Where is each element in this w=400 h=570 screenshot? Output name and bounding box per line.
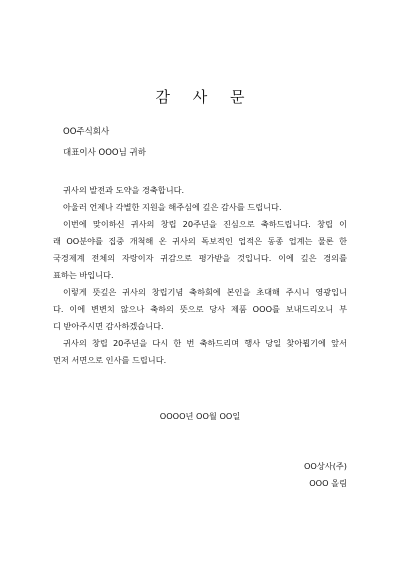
body-line: 표하는 바입니다.	[53, 270, 114, 280]
letter-body	[53, 182, 347, 369]
recipient-name: 대표이사 OOO님 귀하	[63, 148, 146, 158]
body-line: 아울러 언제나 각별한 지원을 해주심에 깊은 감사를 드립니다.	[63, 202, 282, 212]
body-line: 귀사의 발전과 도약을 경축합니다.	[63, 185, 185, 195]
body-line: 다. 이에 변변치 않으나 축하의 뜻으로 당사 제품 OOO를 보내드리오니 부	[53, 304, 347, 314]
body-line: 디 받아주시면 감사하겠습니다.	[53, 321, 164, 331]
body-line: 먼저 서면으로 인사를 드립니다.	[53, 355, 167, 365]
sender-company: OO상사(주)	[303, 461, 347, 471]
body-line: 귀사의 창립 20주년을 다시 한 번 축하드리며 행사 당일 찾아뵙기에 앞서	[63, 338, 347, 348]
body-line: 이렇게 뜻깊은 귀사의 창립기념 축하회에 본인을 초대해 주시니 영광입니	[63, 287, 347, 297]
body-line: 국경제계 전체의 자랑이자 귀감으로 평가받을 것입니다. 이에 깊은 경의를	[53, 253, 347, 263]
recipient-company: OO주식회사	[63, 127, 110, 137]
sender-signature: OOO 올림	[309, 478, 347, 488]
document-title: 감 사 문	[155, 88, 254, 106]
letter-date: OOOO년 OO월 OO일	[159, 411, 241, 421]
body-line: 래 OO분야를 집중 개척해 온 귀사의 독보적인 업적은 동종 업계는 물론 한	[53, 236, 347, 246]
body-line: 이번에 맞이하신 귀사의 창립 20주년을 진심으로 축하드립니다. 창립 이	[63, 219, 347, 229]
